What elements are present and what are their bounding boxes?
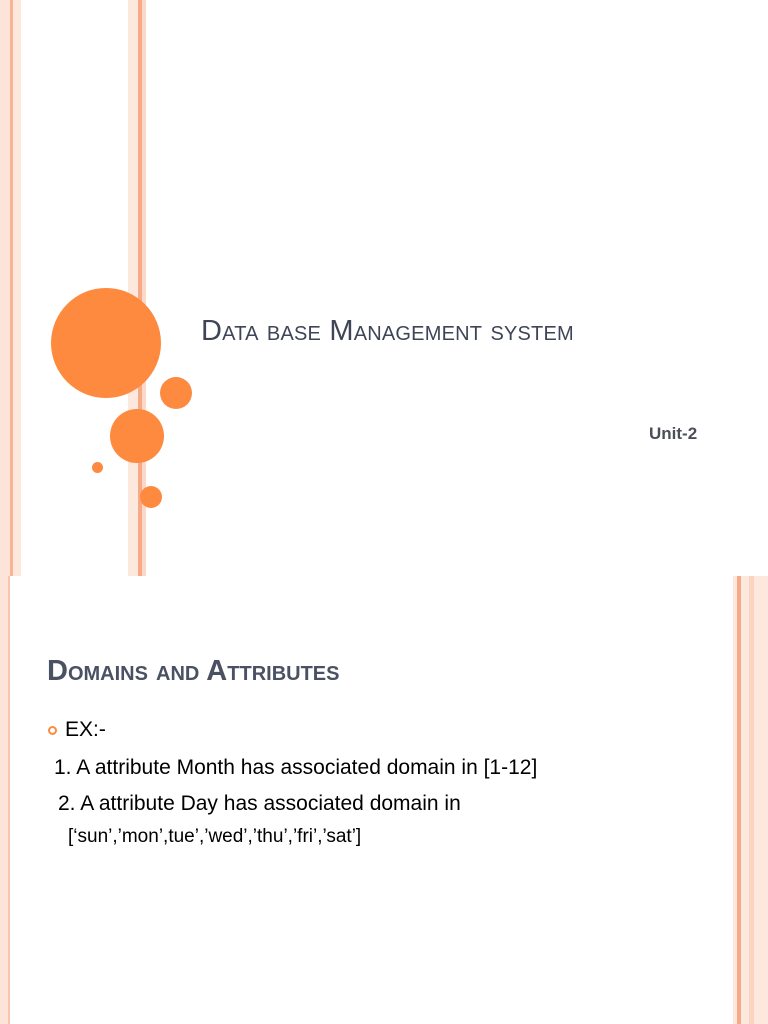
decorative-circle-tiny bbox=[92, 462, 103, 473]
bullet-item bbox=[48, 718, 106, 742]
slide-title: Data base Management system bbox=[201, 315, 574, 347]
decorative-stripe bbox=[0, 576, 8, 1024]
decorative-stripe bbox=[13, 0, 21, 576]
decorative-circle-large bbox=[51, 288, 161, 398]
slide-subtitle: Unit-2 bbox=[649, 424, 698, 443]
body-text-line: 2. A attribute Day has associated domain in bbox=[58, 792, 461, 815]
body-text-line: 1. A attribute Month has associated domain in [1-12] bbox=[54, 756, 538, 779]
decorative-circle-medium bbox=[110, 409, 164, 463]
decorative-stripe bbox=[754, 576, 768, 1024]
decorative-stripe bbox=[128, 0, 138, 576]
slide-title: Domains and Attributes bbox=[47, 655, 340, 687]
decorative-stripe bbox=[8, 576, 10, 1024]
decorative-circle-small bbox=[140, 486, 162, 508]
decorative-stripe bbox=[741, 576, 749, 1024]
decorative-stripe bbox=[0, 0, 10, 576]
body-text-line: [‘sun’,’mon’,tue’,’wed’,’thu’,’fri’,’sat’] bbox=[68, 826, 362, 847]
bullet-text: EX:- bbox=[65, 718, 106, 741]
hollow-circle-bullet-icon bbox=[48, 726, 57, 735]
content-slide bbox=[0, 576, 768, 1024]
decorative-circle-small bbox=[160, 377, 192, 409]
